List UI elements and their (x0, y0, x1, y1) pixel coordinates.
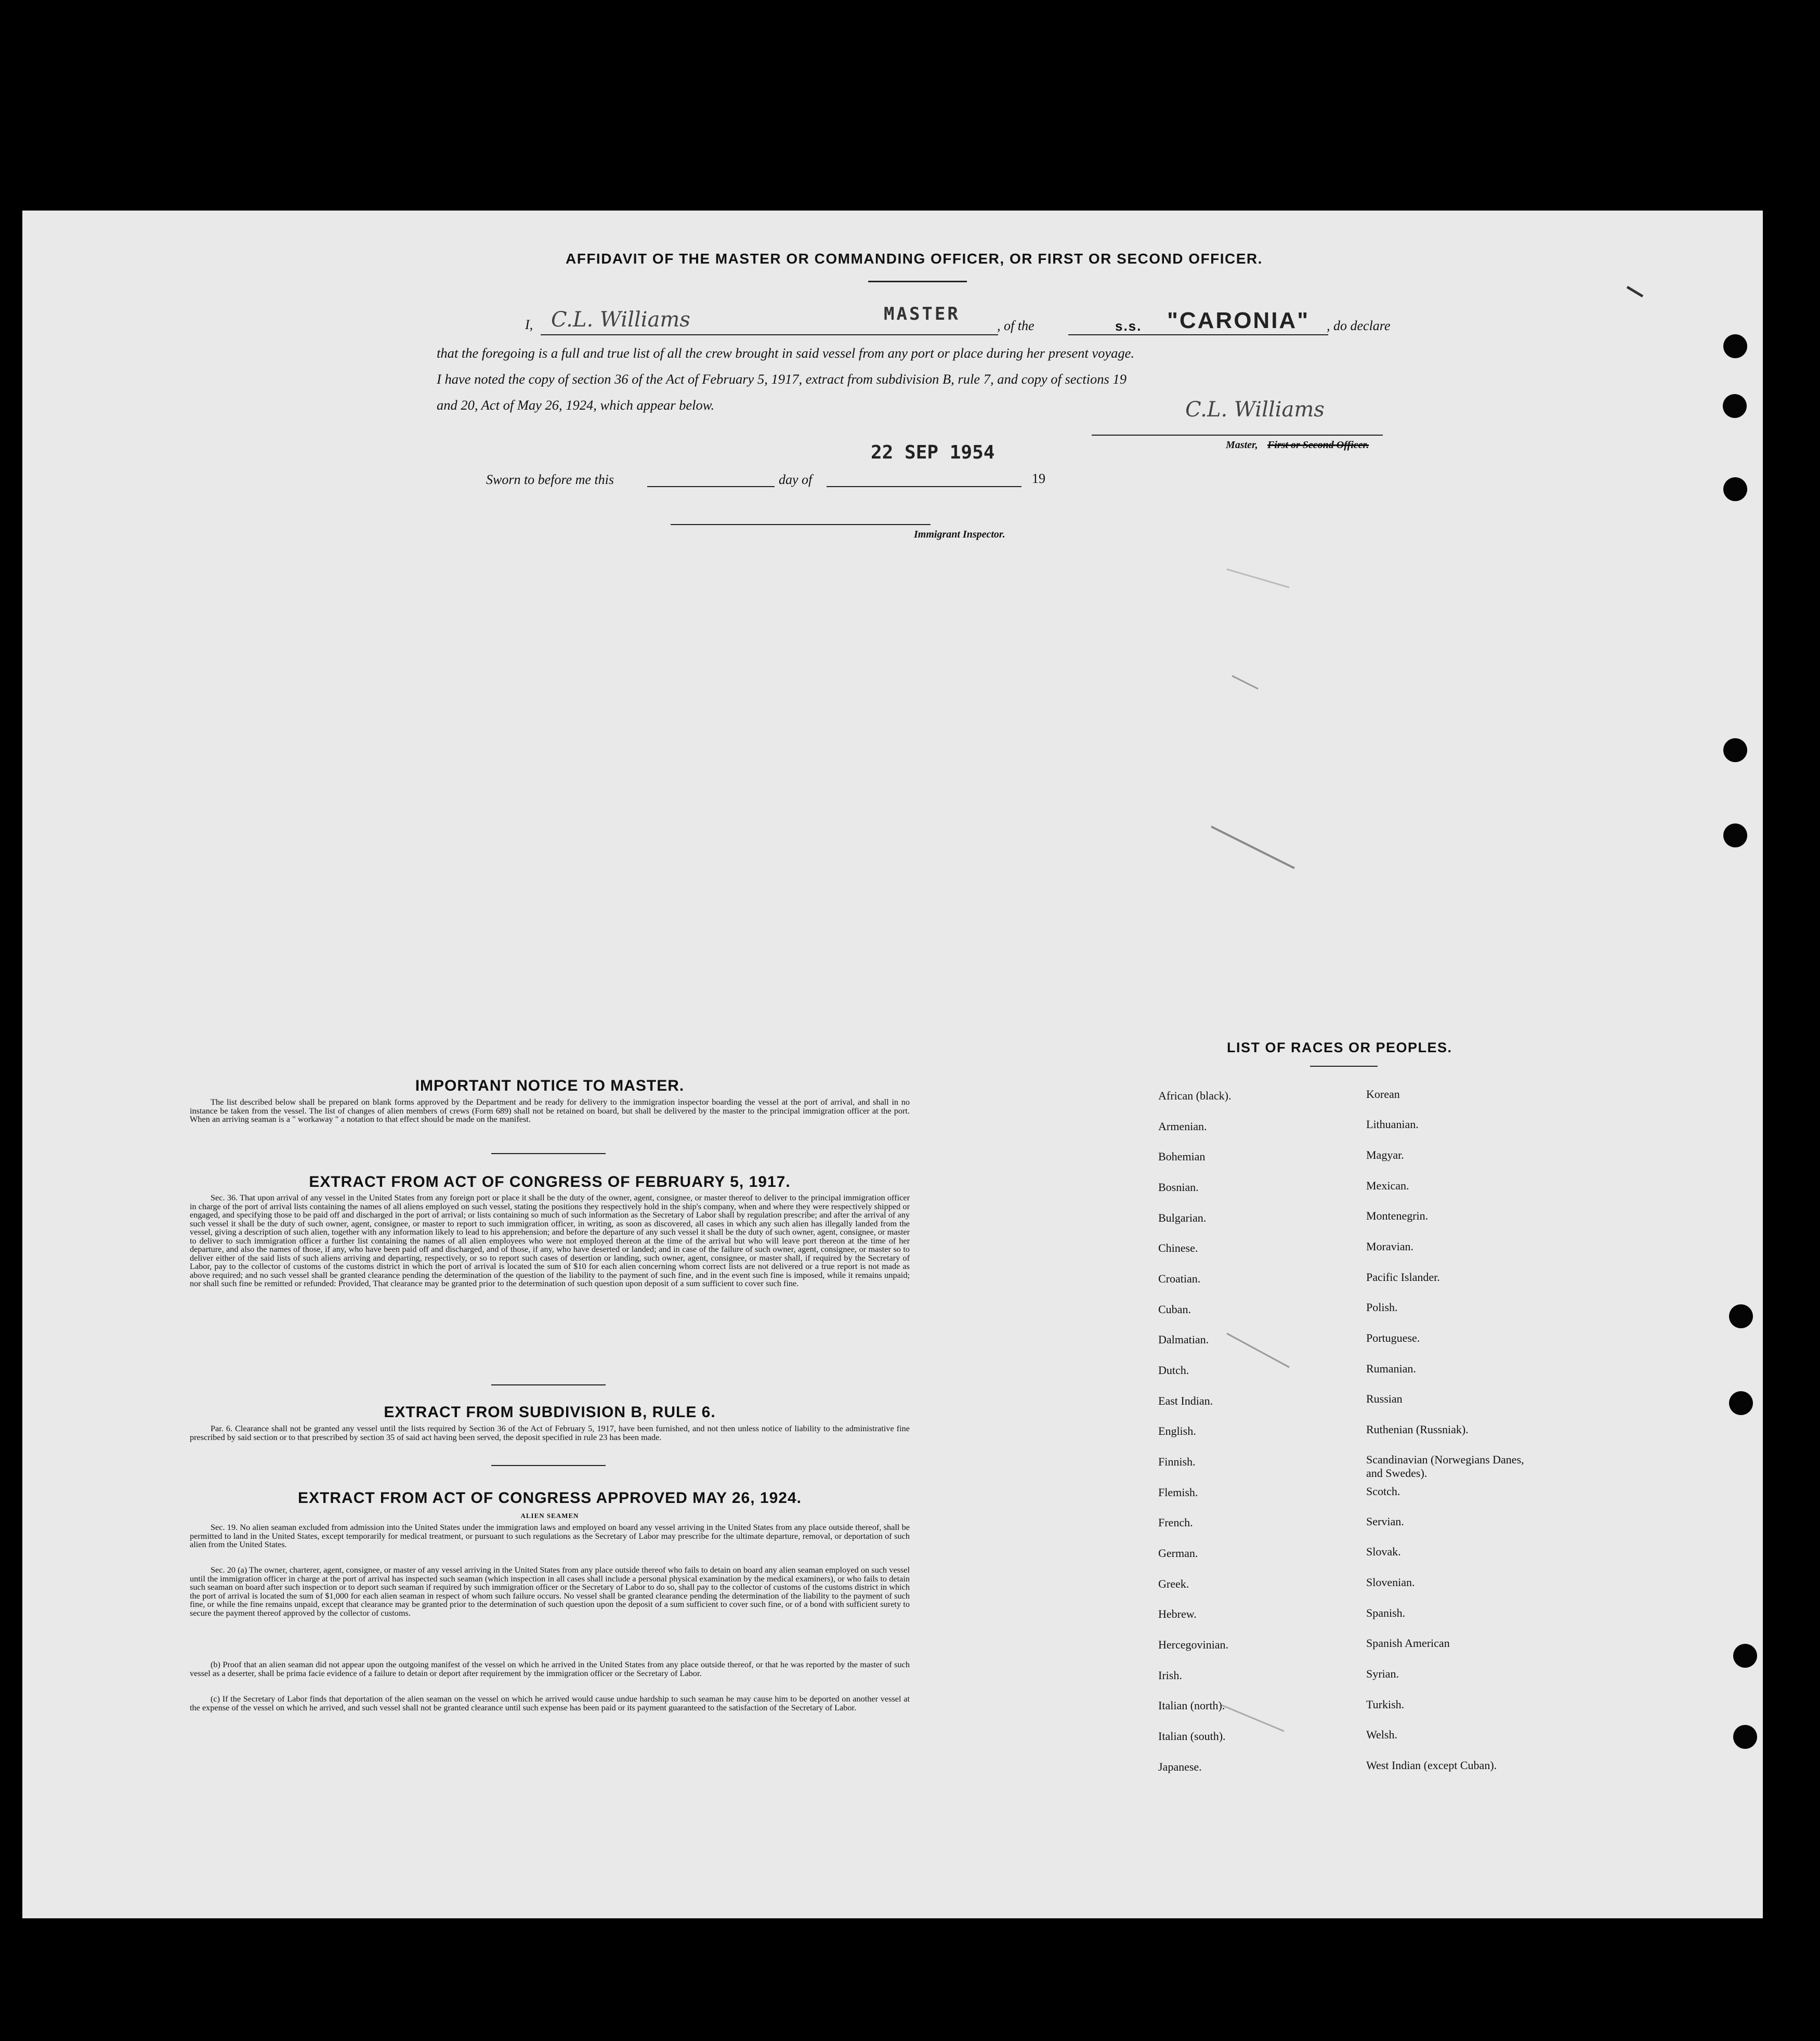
race-right-item: Lithuanian. (1366, 1118, 1419, 1131)
race-right-item: Polish. (1366, 1301, 1398, 1314)
notice-divider-3 (491, 1465, 606, 1466)
extract1-title: EXTRACT FROM ACT OF CONGRESS OF FEBRUARY 5, 1917. (309, 1173, 791, 1190)
race-left-item: Italian (north). (1158, 1699, 1225, 1712)
race-right-item: Korean (1366, 1088, 1400, 1101)
affidavit-title: AFFIDAVIT OF THE MASTER OR COMMANDING OFFICER, OR FIRST OR SECOND OFFICER. (566, 251, 1263, 267)
date-stamp: 22 SEP 1954 (871, 442, 995, 463)
sec20c-text: (c) If the Secretary of Labor finds that deportation of the alien seaman on the vessel on which he arrived would cause undue hardship to such seaman he may cause him to be deported on another vessel at the expense of the vessel on which he arrived, and such vessel shall not be granted clearance until such expense has been paid or its payment guaranteed to the satisfaction of the Secretary of Labor. (190, 1694, 910, 1712)
race-right-item: Servian. (1366, 1515, 1404, 1528)
race-left-item: Bohemian (1158, 1150, 1206, 1163)
race-left-item: Bosnian. (1158, 1181, 1199, 1194)
affidavit-line-4: and 20, Act of May 26, 1924, which appear below. (437, 397, 715, 413)
race-left-item: Japanese. (1158, 1760, 1202, 1773)
races-title: LIST OF RACES OR PEOPLES. (1227, 1040, 1452, 1055)
race-right-item: Spanish American (1366, 1637, 1450, 1650)
sec20b-text: (b) Proof that an alien seaman did not appear upon the outgoing manifest of the vessel on which he arrived in the United States from any place outside thereof, or that he was reported by the master of such vessel as a deserter, shall be prima facie evidence of a failure to detain or deport after requirement by the immigration officer or the Secretary of Labor. (190, 1659, 910, 1678)
race-right-item: Scotch. (1366, 1485, 1400, 1498)
race-right-item: Moravian. (1366, 1240, 1414, 1253)
year-label: 19 (1032, 471, 1045, 486)
struck-officer-label: First or Second Officer. (1267, 439, 1369, 451)
race-right-item: Russian (1366, 1392, 1403, 1405)
race-left-item: Hebrew. (1158, 1607, 1197, 1620)
race-right-item: Portuguese. (1366, 1331, 1420, 1344)
sec19-text: Sec. 19. No alien seaman excluded from admission into the United States under the immigration laws and employed on board any vessel arriving in the United States from any place outside thereof, shall be permitted to land in the United States, except temporarily for medical treatment, or pursuant to such regulations as the Secretary of Labor may prescribe for the ultimate departure, removal, or deportation of such alien from the United States. (190, 1522, 910, 1549)
of-the-label: , of the (997, 318, 1035, 333)
race-right-item: Scandinavian (Norwegians Danes, and Swedes). (1366, 1453, 1524, 1480)
extract1-text: Sec. 36. That upon arrival of any vessel in the United States from any foreign port or place it shall be the duty of the owner, agent, consignee, or master thereof to deliver to the principal immigration officer in charge of the port of arrival lists containing the names of all aliens employed on such vessel, stating the positions they respectively hold in the ship's company, when and where they were respectively shipped or engaged, and specifying those to be paid off and discharged in the port of arrival; or lists containing so much of such information as the Secretary of Labor shall by regulation prescribe; and after the arrival of any such vessel it shall be the duty of such owner, agent, consignee, or master to report to such immigration officer, in writing, as soon as discovered, all cases in which any such alien has illegally landed from the vessel, giving a description of such alien, together with any information likely to lead to his apprehension; and before the departure of any such vessel it shall be the duty of such owner, agent, consignee, or master to deliver to such immigration officer a further list containing the names of all alien employees who were not employed thereon at the time of the arrival but who will leave port thereon at the time of her departure, and also the names of those, if any, who have been paid off and discharged, and of those, if any, who have deserted or landed; and in case of the failure of such owner, agent, consignee, or master so to deliver either of the said lists of such aliens arriving and departing, respectively, or so to report such cases of desertion or landing, such owner, agent, consignee, or master shall, if required by the Secretary of Labor, pay to the collector of customs of the customs district in which the port of arrival is located the sum of $10 for each alien concerning whom correct lists are not delivered or a true report is not made as above required; and no such vessel shall be granted clearance pending the determination of the question of the liability to the payment of such fine, and in the event such fine is imposed, while it remains unpaid; nor shall such fine be remitted or refunded: Provided, That clearance may be granted prior to the determination of such question upon deposit of a sum sufficient to cover such fine. (190, 1193, 910, 1288)
race-right-item: Spanish. (1366, 1606, 1406, 1619)
notice-text: The list described below shall be prepared on blank forms approved by the Department and be ready for delivery to the immigration inspector boarding the vessel at the port of arrival, and shall in no instance be taken from the vessel. The list of changes of alien members of crews (Form 689) shall not be retained on board, but shall be delivered by the master to the principal immigration officer at the port. When an arriving seaman is a " workaway " a notation to that effect should be made on the manifest. (190, 1097, 910, 1124)
notice-divider-1 (491, 1153, 606, 1154)
race-left-item: French. (1158, 1516, 1193, 1529)
master-signature: C.L. Williams (1185, 398, 1325, 422)
notice-divider-2 (491, 1384, 606, 1385)
race-right-item: Pacific Islander. (1366, 1271, 1440, 1284)
sec20a-text: Sec. 20 (a) The owner, charterer, agent, consignee, or master of any vessel arriving in the United States from any place outside thereof who fails to detain on board any alien seaman employed on such vessel until the immigration officer in charge at the port of arrival has inspected such seaman (which inspection in all cases shall include a personal physical examination by the medical examiners), or who fails to detain such seaman on board after such inspection or to deport such seaman if required by such immigration officer or the Secretary of Labor to do so, shall pay to the collector of customs of the customs district in which the port of arrival is located the sum of $1,000 for each alien seaman in respect of whom such failure occurs. No vessel shall be granted clearance pending the determination of the liability to the payment of such fine, or while the fine remains unpaid, except that clearance may be granted prior to the determination of such question upon the deposit of a sum sufficient to cover such fine, or of a bond with sufficient surety to secure the payment thereof approved by the collector of customs. (190, 1565, 910, 1618)
extract2-text: Par. 6. Clearance shall not be granted any vessel until the lists required by Section 36 of the Act of February 5, 1917, have been furnished, and not then unless notice of liability to the administrative fine prescribed by said section or to that prescribed by section 35 of said act having been served, the deposit specified in rule 23 has been made. (190, 1423, 910, 1442)
race-left-item: Armenian. (1158, 1120, 1207, 1133)
i-label: I, (525, 317, 533, 332)
do-declare-label: , do declare (1327, 318, 1391, 333)
ship-prefix: s.s. (1115, 318, 1142, 334)
race-right-item: Montenegrin. (1366, 1209, 1429, 1222)
affidavit-line-2: that the foregoing is a full and true list of all the crew brought in said vessel from any port or place during her present voyage. (437, 345, 1135, 361)
extract2-title: EXTRACT FROM SUBDIVISION B, RULE 6. (384, 1404, 716, 1421)
sworn-label: Sworn to before me this (486, 472, 614, 487)
race-right-item: Ruthenian (Russniak). (1366, 1423, 1469, 1436)
race-right-item: Mexican. (1366, 1179, 1409, 1192)
race-left-item: German. (1158, 1547, 1198, 1560)
race-left-item: Croatian. (1158, 1272, 1201, 1285)
notice-title: IMPORTANT NOTICE TO MASTER. (415, 1077, 685, 1094)
races-divider (1310, 1066, 1378, 1067)
rank-stamp: MASTER (884, 304, 960, 324)
master-label: Master, (1226, 439, 1258, 451)
race-left-item: Chinese. (1158, 1241, 1198, 1254)
race-left-item: African (black). (1158, 1089, 1232, 1102)
signature-handwritten: C.L. Williams (551, 308, 690, 332)
race-right-item: Rumanian. (1366, 1362, 1416, 1375)
affidavit-line-3: I have noted the copy of section 36 of the Act of February 5, 1917, extract from subdivision B, rule 7, and copy of sections 19 (437, 371, 1127, 387)
race-right-item: Welsh. (1366, 1728, 1397, 1741)
race-left-item: Italian (south). (1158, 1730, 1226, 1743)
race-left-item: East Indian. (1158, 1394, 1213, 1407)
race-left-item: Flemish. (1158, 1486, 1198, 1499)
race-right-item: Magyar. (1366, 1148, 1404, 1161)
ship-name: "CARONIA" (1167, 308, 1310, 333)
race-left-item: Bulgarian. (1158, 1211, 1207, 1224)
race-left-item: Dutch. (1158, 1364, 1189, 1377)
race-left-item: Cuban. (1158, 1303, 1191, 1316)
extract3-subtitle: ALIEN SEAMEN (520, 1512, 579, 1520)
race-left-item: Greek. (1158, 1577, 1189, 1590)
race-right-item: Slovak. (1366, 1545, 1401, 1558)
race-left-item: Finnish. (1158, 1455, 1196, 1468)
race-right-item: Slovenian. (1366, 1576, 1415, 1589)
race-left-item: Hercegovinian. (1158, 1638, 1228, 1651)
race-right-item: Syrian. (1366, 1667, 1399, 1680)
extract3-title: EXTRACT FROM ACT OF CONGRESS APPROVED MAY 26, 1924. (298, 1489, 802, 1507)
day-of-label: day of (779, 472, 813, 487)
race-left-item: Dalmatian. (1158, 1333, 1209, 1346)
race-left-item: English. (1158, 1424, 1196, 1437)
inspector-label: Immigrant Inspector. (914, 529, 1005, 540)
race-right-item: West Indian (except Cuban). (1366, 1759, 1497, 1772)
race-left-item: Irish. (1158, 1669, 1182, 1682)
race-right-item: Turkish. (1366, 1698, 1405, 1711)
